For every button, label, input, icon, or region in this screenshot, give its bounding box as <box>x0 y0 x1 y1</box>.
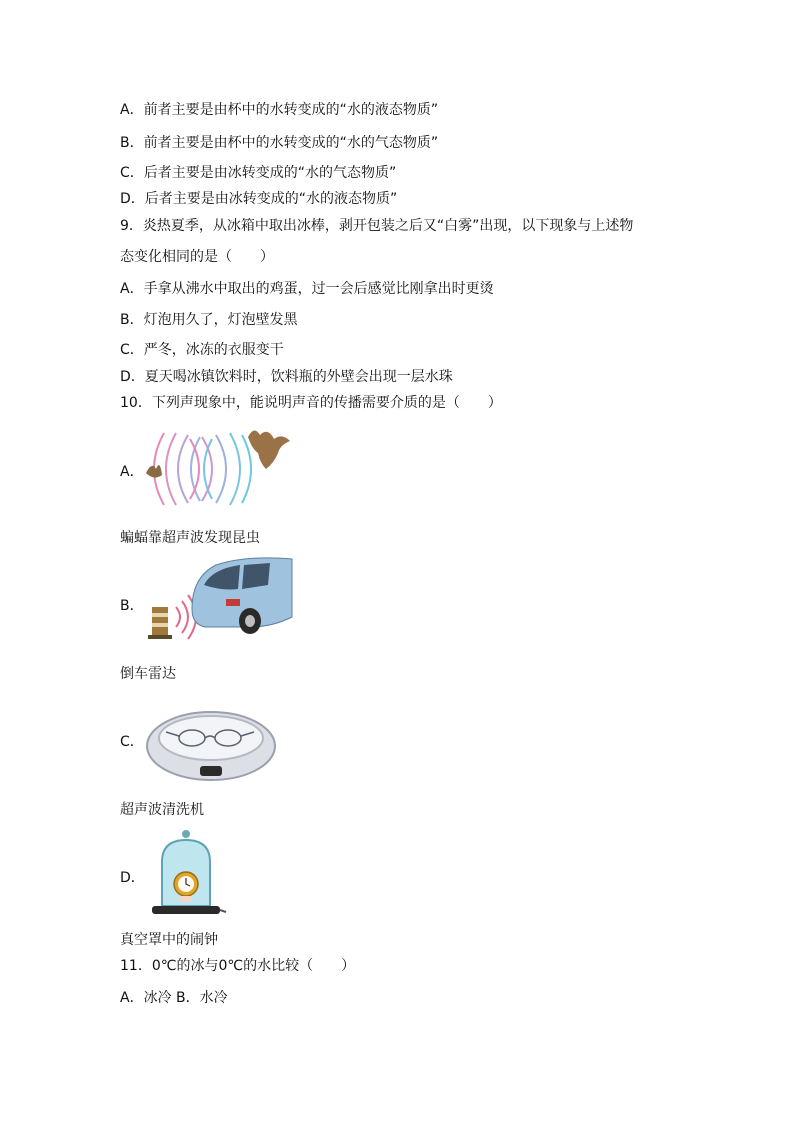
q9-option-a: A．手拿从沸水中取出的鸡蛋，过一会后感觉比刚拿出时更烫 <box>120 281 494 297</box>
vacuum-bell-jar-image <box>148 828 228 922</box>
q9-option-d: D．夏天喝冰镇饮料时，饮料瓶的外壁会出现一层水珠 <box>120 369 453 385</box>
q10-option-c-caption: 超声波清洗机 <box>120 802 204 818</box>
q10-stem: 10．下列声现象中，能说明声音的传播需要介质的是（ ） <box>120 395 502 411</box>
q9-stem-line2: 态变化相同的是（ ） <box>120 249 274 265</box>
q8-option-a: A．前者主要是由杯中的水转变成的“水的液态物质” <box>120 102 439 118</box>
car-icon <box>192 558 292 634</box>
q9-option-c: C．严冬，冰冻的衣服变干 <box>120 342 284 358</box>
reversing-radar-image <box>142 555 294 645</box>
q8-option-b: B．前者主要是由杯中的水转变成的“水的气态物质” <box>120 135 439 151</box>
q11-stem: 11．0℃的冰与0℃的水比较（ ） <box>120 958 356 974</box>
q10-option-d-label: D． <box>120 870 145 886</box>
q8-option-c: C．后者主要是由冰转变成的“水的气态物质” <box>120 165 397 181</box>
q8-option-d: D．后者主要是由冰转变成的“水的液态物质” <box>120 191 398 207</box>
q10-option-c-label: C． <box>120 734 144 750</box>
q9-stem-line1: 9．炎热夏季，从冰箱中取出冰棒，剥开包装之后又“白雾”出现，以下现象与上述物 <box>120 218 634 234</box>
bat-icon <box>248 430 290 469</box>
bat-ultrasound-image <box>142 423 294 515</box>
q10-option-a-label: A． <box>120 464 144 480</box>
q10-option-b-label: B． <box>120 598 144 614</box>
q10-option-a-caption: 蝙蝠靠超声波发现昆虫 <box>120 530 260 546</box>
q10-option-b-caption: 倒车雷达 <box>120 666 176 682</box>
traffic-cone-icon <box>148 607 172 639</box>
insect-icon <box>146 465 162 477</box>
q9-option-b: B．灯泡用久了，灯泡壁发黑 <box>120 312 298 328</box>
q10-option-d-caption: 真空罩中的闹钟 <box>120 932 218 948</box>
q11-options: A．冰冷 B．水冷 <box>120 990 228 1006</box>
ultrasonic-cleaner-image <box>142 700 280 786</box>
